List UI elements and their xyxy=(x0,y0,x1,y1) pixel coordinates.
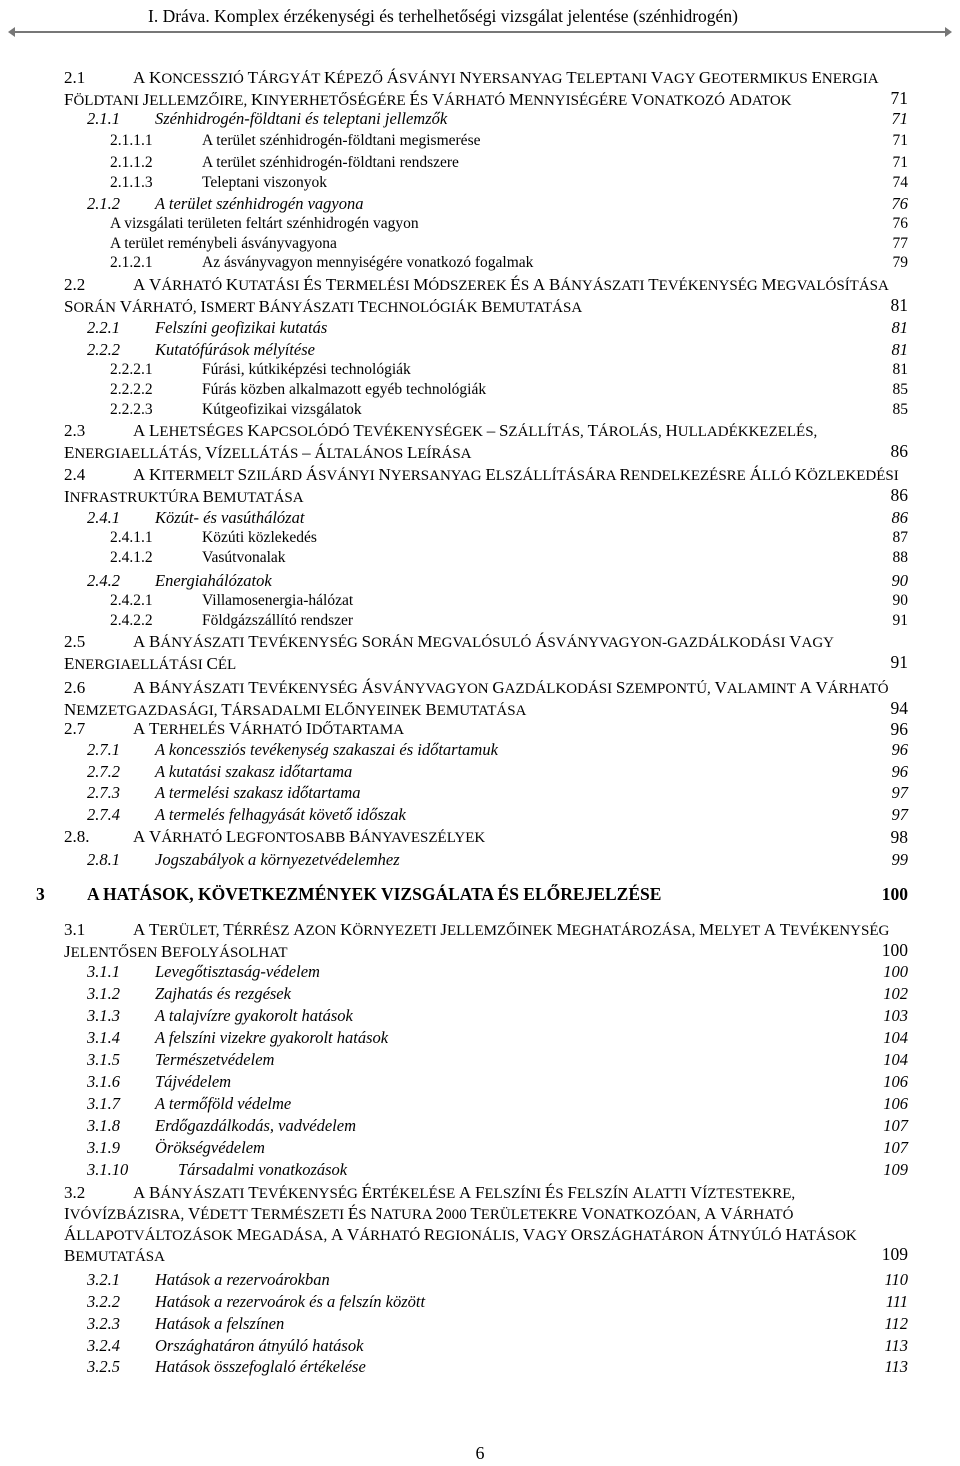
toc-entry-page: 112 xyxy=(884,1314,908,1333)
toc-entry-page: 90 xyxy=(891,571,908,590)
toc-entry-title: Zajhatás és rezgések xyxy=(155,984,291,1003)
toc-entry-page: 97 xyxy=(891,805,908,824)
toc-entry-page: 91 xyxy=(892,612,908,629)
toc-entry-page: 109 xyxy=(881,1244,908,1264)
toc-entry-title: A termőföld védelme xyxy=(155,1094,292,1113)
toc-entry-number: 2.8. xyxy=(64,827,90,846)
toc-entry-number: 3.1.7 xyxy=(87,1094,120,1113)
toc-entry-title: Kutatófúrások mélyítése xyxy=(155,340,315,359)
toc-entry-title-continued: INFRASTRUKTÚRA BEMUTATÁSA xyxy=(64,487,304,506)
toc-entry-title-continued: JELENTŐSEN BEFOLYÁSOLHAT xyxy=(64,942,288,961)
toc-entry-title: A TERHELÉS VÁRHATÓ IDŐTARTAMA xyxy=(133,719,405,738)
toc-entry-title: Társadalmi vonatkozások xyxy=(178,1160,348,1179)
toc-entry-page: 109 xyxy=(883,1160,908,1179)
toc-entry-title: A talajvízre gyakorolt hatások xyxy=(155,1006,353,1025)
toc-entry-title-continued: FÖLDTANI JELLEMZŐIRE, KINYERHETŐSÉGÉRE ÉS VÁRHATÓ MENNYISÉGÉRE VONATKOZÓ ADATOK xyxy=(64,90,792,109)
toc-entry-title-continued: IVÓVÍZBÁZISRA, VÉDETT TERMÉSZETI ÉS NATURA 2000 TERÜLETEKRE VONATKOZÓAN, A VÁRHATÓ xyxy=(64,1204,794,1223)
toc-entry-number: 2.1.1 xyxy=(87,109,120,128)
page-number: 6 xyxy=(475,1443,485,1463)
toc-entry-page: 90 xyxy=(892,592,908,609)
toc-entry-title: A LEHETSÉGES KAPCSOLÓDÓ TEVÉKENYSÉGEK – SZÁLLÍTÁS, TÁROLÁS, HULLADÉKKEZELÉS, xyxy=(133,421,818,440)
toc-entry-page: 104 xyxy=(883,1028,908,1047)
toc-entry-number: 3.1.10 xyxy=(87,1160,129,1179)
toc-entry-title: Hatások a rezervoárok és a felszín között xyxy=(155,1292,426,1311)
toc-entry-title: Levegőtisztaság-védelem xyxy=(155,962,320,981)
toc-entry-title: A felszíni vizekre gyakorolt hatások xyxy=(155,1028,389,1047)
toc-entry-number: 3.1.1 xyxy=(87,962,120,981)
toc-entry-title: A terület szénhidrogén vagyona xyxy=(155,194,364,213)
toc-entry-page: 113 xyxy=(884,1336,908,1355)
toc-entry-title: Közúti közlekedés xyxy=(202,529,317,546)
toc-entry-page: 91 xyxy=(890,652,908,672)
toc-entry-number: 3.2 xyxy=(64,1183,86,1202)
toc-entry-page: 85 xyxy=(892,381,908,398)
toc-entry-page: 106 xyxy=(883,1072,908,1091)
toc-entry-page: 97 xyxy=(891,783,908,802)
toc-entry-title: Teleptani viszonyok xyxy=(202,174,328,191)
toc-entry-page: 104 xyxy=(883,1050,908,1069)
toc-entry-page: 76 xyxy=(892,215,908,232)
toc-entry-page: 86 xyxy=(891,508,908,527)
toc-entry-title: Hatások összefoglaló értékelése xyxy=(155,1357,366,1376)
toc-entry-title: A termelés felhagyását követő időszak xyxy=(155,805,406,824)
toc-entry-title: Természetvédelem xyxy=(155,1050,275,1069)
toc-entry-title: A terület reménybeli ásványvagyona xyxy=(110,235,337,252)
toc-entry-title: Országhatáron átnyúló hatások xyxy=(155,1336,364,1355)
toc-entry-number: 3.2.4 xyxy=(87,1336,120,1355)
toc-entry-page: 96 xyxy=(891,762,908,781)
toc-entry-title-continued: ENERGIAELLÁTÁSI CÉL xyxy=(64,654,237,673)
toc-entry-title: Vasútvonalak xyxy=(202,549,286,566)
toc-entry-page: 86 xyxy=(890,485,908,505)
toc-entry-page: 98 xyxy=(890,827,908,847)
toc-entry-title: Jogszabályok a környezetvédelemhez xyxy=(155,850,400,869)
toc-entry-title-continued: NEMZETGAZDASÁGI, TÁRSADALMI ELŐNYEINEK BEMUTATÁSA xyxy=(64,700,527,719)
toc-entry-title: Földgázszállító rendszer xyxy=(202,612,354,629)
toc-entry-title: Fúrás közben alkalmazott egyéb technológiák xyxy=(202,381,487,398)
toc-entry-title: Villamosenergia-hálózat xyxy=(202,592,354,609)
toc-entry-number: 2.1 xyxy=(64,68,86,87)
toc-entry-number: 2.7 xyxy=(64,719,86,738)
toc-entry-page: 85 xyxy=(892,401,908,418)
toc-entry-title: A terület szénhidrogén-földtani megismerése xyxy=(202,132,481,149)
toc-entry-page: 107 xyxy=(883,1116,908,1135)
toc-entry-number: 3.2.1 xyxy=(87,1270,120,1289)
header-rule xyxy=(14,31,946,33)
toc-entry-number: 2.7.4 xyxy=(87,805,120,824)
toc-entry-page: 81 xyxy=(890,295,908,315)
toc-entry-title: A KITERMELT SZILÁRD ÁSVÁNYI NYERSANYAG ELSZÁLLÍTÁSÁRA RENDELKEZÉSRE ÁLLÓ KÖZLEKEDÉSI xyxy=(133,465,899,484)
toc-entry-number: 2.7.2 xyxy=(87,762,120,781)
toc-entry-number: 3.2.2 xyxy=(87,1292,120,1311)
toc-entry-title-continued: ÁLLAPOTVÁLTOZÁSOK MEGADÁSA, A VÁRHATÓ REGIONÁLIS, VAGY ORSZÁGHATÁRON ÁTNYÚLÓ HATÁSOK xyxy=(64,1225,857,1244)
toc-entry-number: 2.4.1.1 xyxy=(110,529,153,546)
toc-entry-title-continued: BEMUTATÁSA xyxy=(64,1246,165,1265)
toc-entry-title: Közút- és vasúthálózat xyxy=(155,508,305,527)
toc-entry-title: A VÁRHATÓ KUTATÁSI ÉS TERMELÉSI MÓDSZEREK ÉS A BÁNYÁSZATI TEVÉKENYSÉG MEGVALÓSÍTÁSA xyxy=(133,275,889,294)
toc-entry-number: 2.1.2.1 xyxy=(110,254,153,271)
toc-entry-title: Tájvédelem xyxy=(155,1072,232,1091)
toc-entry-number: 3.2.5 xyxy=(87,1357,120,1376)
toc-entry-title: Erdőgazdálkodás, vadvédelem xyxy=(155,1116,357,1135)
toc-entry-number: 3.1.8 xyxy=(87,1116,120,1135)
toc-entry-page: 81 xyxy=(891,318,908,337)
toc-entry-title: A termelési szakasz időtartama xyxy=(155,783,361,802)
toc-entry-title: A BÁNYÁSZATI TEVÉKENYSÉG ÁSVÁNYVAGYON GAZDÁLKODÁSI SZEMPONTÚ, VALAMINT A VÁRHATÓ xyxy=(133,678,889,697)
toc-entry-page: 71 xyxy=(892,132,908,149)
toc-entry-number: 2.6 xyxy=(64,678,86,697)
toc-entry-number: 3.1.5 xyxy=(87,1050,120,1069)
toc-entry-title: Kútgeofizikai vizsgálatok xyxy=(202,401,362,418)
toc-entry-title: A BÁNYÁSZATI TEVÉKENYSÉG ÉRTÉKELÉSE A FELSZÍNI ÉS FELSZÍN ALATTI VÍZTESTEKRE, xyxy=(133,1183,796,1202)
toc-entry-number: 2.5 xyxy=(64,632,86,651)
toc-entry-page: 100 xyxy=(883,962,908,981)
toc-entry-number: 2.7.3 xyxy=(87,783,120,802)
toc-entry-page: 94 xyxy=(890,698,908,718)
toc-entry-page: 79 xyxy=(892,254,908,271)
toc-entry-page: 100 xyxy=(881,884,908,904)
toc-entry-page: 71 xyxy=(892,154,908,171)
toc-entry-page: 77 xyxy=(892,235,908,252)
toc-entry-title: Az ásványvagyon mennyiségére vonatkozó fogalmak xyxy=(202,254,534,271)
toc-entry-number: 3.1.2 xyxy=(87,984,120,1003)
toc-entry-number: 2.2.2 xyxy=(87,340,120,359)
toc-entry-number: 2.2.2.3 xyxy=(110,401,153,418)
page-header xyxy=(0,0,960,44)
toc-entry-number: 2.7.1 xyxy=(87,740,120,759)
toc-entry-number: 3.1.4 xyxy=(87,1028,120,1047)
toc-entry-number: 2.3 xyxy=(64,421,86,440)
toc-entry-title: A TERÜLET, TÉRRÉSZ AZON KÖRNYEZETI JELLEMZŐINEK MEGHATÁROZÁSA, MELYET A TEVÉKENYSÉG xyxy=(133,920,890,939)
toc-entry-page: 76 xyxy=(891,194,908,213)
toc-entry-page: 100 xyxy=(881,940,908,960)
toc-entry-title: Szénhidrogén-földtani és teleptani jellemzők xyxy=(155,109,448,128)
toc-entry-title: A HATÁSOK, KÖVETKEZMÉNYEK VIZSGÁLATA ÉS ELŐREJELZÉSE xyxy=(87,884,662,904)
toc-entry-page: 71 xyxy=(890,88,908,108)
toc-entry-number: 2.8.1 xyxy=(87,850,120,869)
toc-entry-number: 2.4.1.2 xyxy=(110,549,153,566)
toc-entry-number: 3.2.3 xyxy=(87,1314,120,1333)
toc-entry-page: 81 xyxy=(891,340,908,359)
toc-entry-title: Felszíni geofizikai kutatás xyxy=(155,318,328,337)
toc-entry-title: A kutatási szakasz időtartama xyxy=(155,762,353,781)
toc-entry-title-continued: SORÁN VÁRHATÓ, ISMERT BÁNYÁSZATI TECHNOLÓGIÁK BEMUTATÁSA xyxy=(64,297,583,316)
toc-entry-title: Energiahálózatok xyxy=(155,571,272,590)
toc-entry-page: 107 xyxy=(883,1138,908,1157)
toc-entry-title: A terület szénhidrogén-földtani rendszere xyxy=(202,154,459,171)
toc-entry-title-continued: ENERGIAELLÁTÁS, VÍZELLÁTÁS – ÁLTALÁNOS LEÍRÁSA xyxy=(64,443,472,462)
toc-entry-number: 2.4 xyxy=(64,465,86,484)
toc-entry-number: 2.2.1 xyxy=(87,318,120,337)
toc-entry-number: 2.4.1 xyxy=(87,508,120,527)
toc-entry-page: 86 xyxy=(890,441,908,461)
toc-entry-number: 2.1.1.3 xyxy=(110,174,153,191)
toc-entry-number: 3.1 xyxy=(64,920,86,939)
toc-entry-page: 71 xyxy=(891,109,908,128)
toc-entry-page: 102 xyxy=(883,984,908,1003)
toc-entry-page: 99 xyxy=(891,850,908,869)
toc-entry-page: 96 xyxy=(891,740,908,759)
toc-entry-page: 110 xyxy=(884,1270,908,1289)
toc-entry-page: 103 xyxy=(883,1006,908,1025)
toc-entry-title: A vizsgálati területen feltárt szénhidrogén vagyon xyxy=(110,215,419,232)
toc-entry-title: A VÁRHATÓ LEGFONTOSABB BÁNYAVESZÉLYEK xyxy=(133,827,486,846)
toc-entry-page: 106 xyxy=(883,1094,908,1113)
toc-entry-number: 3.1.9 xyxy=(87,1138,120,1157)
toc-entry-number: 2.1.1.1 xyxy=(110,132,153,149)
toc-entry-page: 111 xyxy=(885,1292,908,1311)
toc-entry-number: 2.1.2 xyxy=(87,194,120,213)
toc-entry-number: 3 xyxy=(36,884,45,904)
toc-entry-number: 2.4.2.2 xyxy=(110,612,153,629)
toc-entry-number: 3.1.6 xyxy=(87,1072,120,1091)
toc-entry-title: A koncessziós tevékenység szakaszai és időtartamuk xyxy=(155,740,498,759)
toc-entry-page: 113 xyxy=(884,1357,908,1376)
toc-entry-page: 88 xyxy=(892,549,908,566)
toc-entry-title: Örökségvédelem xyxy=(155,1138,265,1157)
toc-entry-number: 2.2.2.2 xyxy=(110,381,153,398)
toc-entry-number: 2.4.2.1 xyxy=(110,592,153,609)
toc-entry-page: 81 xyxy=(892,361,908,378)
toc-entry-number: 2.2 xyxy=(64,275,86,294)
toc-entry-title: Hatások a felszínen xyxy=(155,1314,285,1333)
toc-entry-page: 87 xyxy=(892,529,908,546)
toc-entry-title: A KONCESSZIÓ TÁRGYÁT KÉPEZŐ ÁSVÁNYI NYERSANYAG TELEPTANI VAGY GEOTERMIKUS ENERGIA xyxy=(133,68,879,87)
toc-entry-number: 2.1.1.2 xyxy=(110,154,153,171)
toc-entry-title: Fúrási, kútkiképzési technológiák xyxy=(202,361,411,378)
toc-entry-number: 2.4.2 xyxy=(87,571,120,590)
toc-entry-title: A BÁNYÁSZATI TEVÉKENYSÉG SORÁN MEGVALÓSULÓ ÁSVÁNYVAGYON-GAZDÁLKODÁSI VAGY xyxy=(133,632,834,651)
toc-entry-number: 3.1.3 xyxy=(87,1006,120,1025)
toc-entry-number: 2.2.2.1 xyxy=(110,361,153,378)
document-title: I. Dráva. Komplex érzékenységi és terhelhetőségi vizsgálat jelentése (szénhidrogén) xyxy=(148,6,738,26)
toc-entry-title: Hatások a rezervoárokban xyxy=(155,1270,330,1289)
toc-entry-page: 96 xyxy=(890,719,908,739)
toc-entry-page: 74 xyxy=(892,174,908,191)
